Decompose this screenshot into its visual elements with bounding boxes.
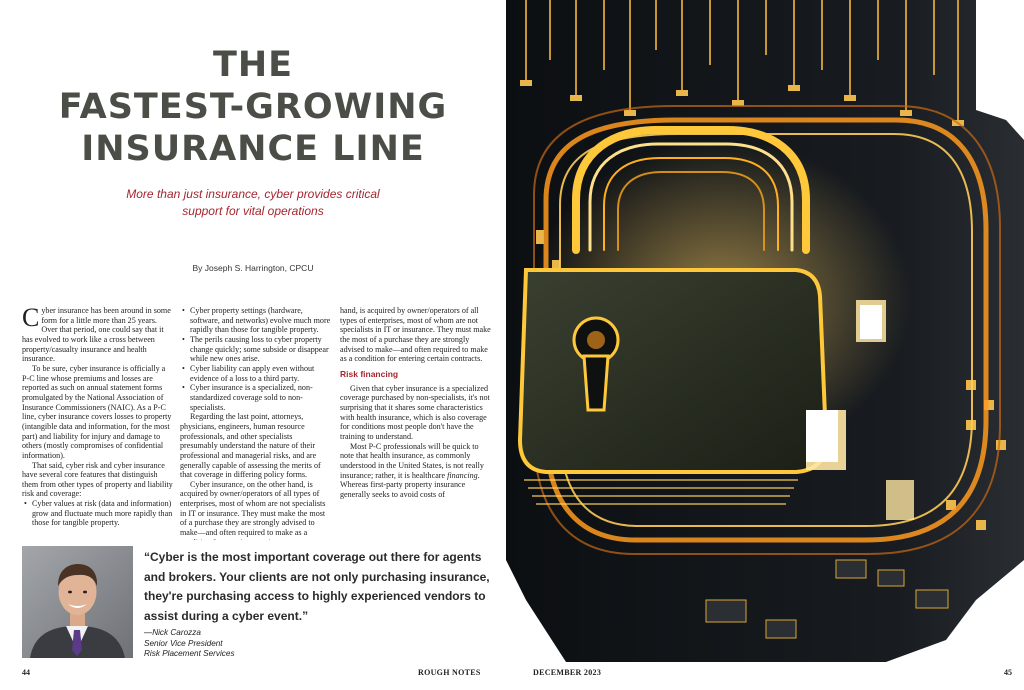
left-page [0,0,506,690]
drop-cap: C [22,303,40,332]
running-footer-date: DECEMBER 2023 [533,668,602,677]
circuit-board-art [506,0,1024,662]
feature-bullet-5: • Cyber insurance is a specialized, non-standardized coverage sold to non-specialists. [180,383,332,412]
article-column-3 [340,306,494,499]
headline [0,44,506,170]
headline-line-1: THE [212,45,294,85]
headline-line-3: INSURANCE LINE [81,129,425,169]
feature-bullet-2: • Cyber property settings (hardware, software, and networks) evolve much more rapidly than those for tangible property. [180,306,332,335]
paragraph-5: Cyber insurance, on the other hand, is acquired by owner/operators of all types of enterprises, most of whom are not specialists in IT or insurance. They must make the most of a purchase they are strongly advised to make—and often required to make as a [180,479,326,538]
pullquote-text: “Cyber is the most important coverage out there for agents and brokers. Your clients are not only purchasing insurance, they're purchasing access to highly experienced vendors to assist during a cyber event.” [144,550,490,623]
cyber-lock-illustration [506,0,1024,662]
portrait-illustration [22,546,133,658]
feature-bullet-4: • Cyber liability can apply even without evidence of a loss to a third party. [180,364,332,383]
headline-line-2: FASTEST-GROWING [58,87,448,127]
dek-subtitle: More than just insurance, cyber provides critical support for vital operations [126,187,380,218]
paragraph-3: That said, cyber risk and cyber insurance have several core features that distinguish them from other types of property and liability risk and coverage: [22,460,173,499]
article-column-2 [180,306,332,547]
paragraph-4: Regarding the last point, attorneys, physicians, engineers, human resource professionals, and other specialists presumably understand the nature of their professional and managerial risks, and are generally capable of assessing the merits of that coverage in differing policy forms. [180,412,321,480]
paragraph-6: Given that cyber insurance is a specialized coverage purchased by non-specialists, it's not surprising that it shares some characteristics with health insurance, which is also coverage for conditions most people don't have the training to understand. [340,383,490,441]
portrait-photo [22,546,133,658]
pullquote-attribution [144,628,344,660]
running-footer-publication: ROUGH NOTES [418,668,481,677]
feature-list-cont [180,306,332,412]
paragraph-7 [340,442,494,500]
paragraph-7-a: Most P-C professionals will be quick to note that health insurance, as commonly understood in the United States, is not really insurance; rather, it is healthcare [340,441,484,480]
page-number-left: 44 [22,668,30,677]
feature-bullet-3: • The perils causing loss to cyber property change quickly; some subside or disappear while new ones arise. [180,335,332,364]
subhead-risk-financing: Risk financing [340,368,399,379]
paragraph-2: To be sure, cyber insurance is officially a P-C line whose premiums and losses are reported as such on annual statement forms promulgated by the National Association of Insurance Commissioners (NAIC). As a P-C line, cyber insurance covers losses to property (intangible data and information, for the most part) and liability for injury and damage to others (mostly compromises of confidential information). [22,363,172,460]
page-number-right: 45 [1004,668,1012,677]
paragraph-7-emphasis: financing [447,470,478,480]
feature-list [22,499,174,528]
paragraph-7-b: . Whereas first-party property insurance generally seeks to avoid costs of [340,470,480,499]
article-column-1 [22,303,174,528]
attribution-title: Senior Vice President [144,638,223,648]
attribution-name: —Nick Carozza [144,628,201,637]
paragraph-5-cont: hand, is acquired by owner/operators of all types of enterprises, most of whom are not specialists in IT or insurance. They must make the most of a purchase they are strongly advised to make—and often required to make as a condition for entering certain contracts. [340,306,491,364]
paragraph-1: yber insurance has been around in some form for a little more than 25 years. Over that period, one could say that it has evolved to work like a cross between property/casualty insurance and health insurance. [22,306,171,364]
feature-bullet-1: • Cyber values at risk (data and information) grow and fluctuate much more rapidly than those for tangible property. [22,499,174,528]
byline: By Joseph S. Harrington, CPCU [192,263,314,273]
attribution-company: Risk Placement Services [144,649,235,658]
